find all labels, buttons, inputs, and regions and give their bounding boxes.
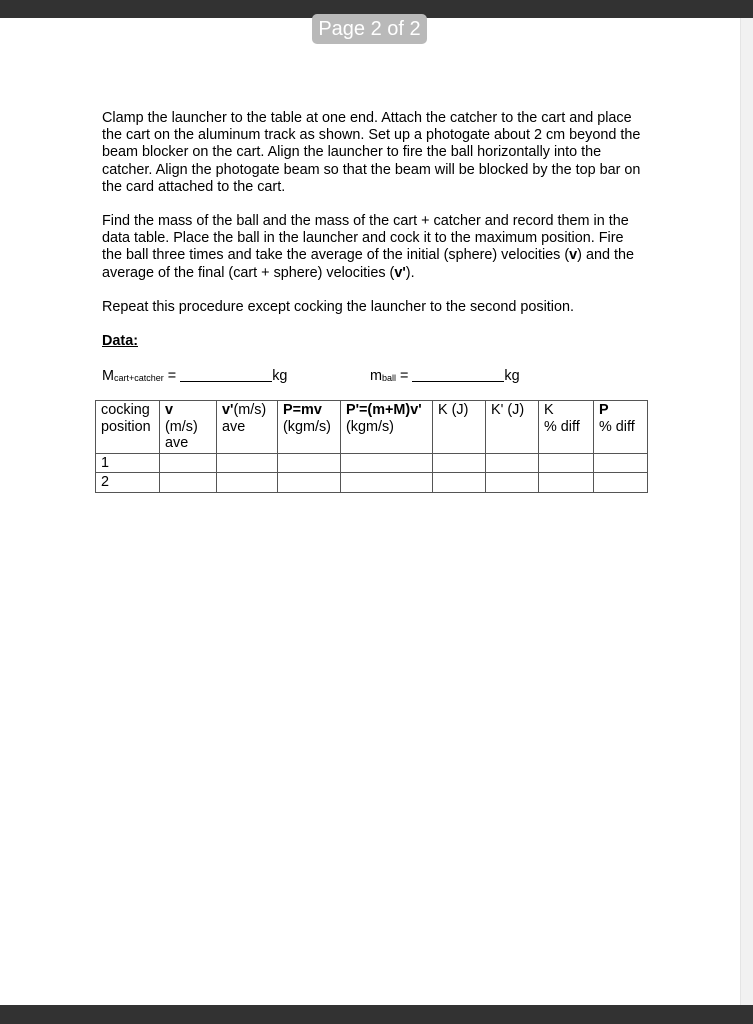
mass-fields — [102, 367, 647, 389]
symbol-v-prime: v' — [394, 264, 406, 281]
mass-cart-field: $M_{cart+catcher}$ = kg — [102, 368, 288, 385]
header-p-prime: P'=(m+M)v' (kgm/s) — [341, 401, 433, 454]
header-k-prime: K' (J) — [486, 401, 539, 454]
table-cell[interactable] — [160, 453, 217, 473]
paragraph-setup: Clamp the launcher to the table at one end. Attach the catcher to the cart and place the cart on the aluminum track as shown. Set up a photogate about 2 cm beyond the beam blocker on the cart. Align the launcher to fire the ball horizontally into the catcher. Align the photogate beam so that the beam will be blocked by the top bar on the card attached to the cart. — [102, 110, 641, 195]
table-cell[interactable] — [486, 453, 539, 473]
table-cell[interactable] — [433, 473, 486, 493]
mass-ball-blank[interactable] — [412, 367, 504, 382]
table-cell[interactable] — [486, 473, 539, 493]
table-cell[interactable] — [594, 473, 648, 493]
table-cell[interactable] — [539, 453, 594, 473]
paragraph-procedure: Find the mass of the ball and the mass of the cart + catcher and record them in the data table. Place the ball in the launcher and cock it to the maximum position. Fire the ball three times and take the average of the initial (sphere) velocities (v) and the average of the final (cart + sphere) velocities (v'). — [102, 213, 634, 281]
page-indicator: Page 2 of 2 — [312, 14, 427, 44]
header-v: v (m/s) ave — [160, 401, 217, 454]
table-row — [96, 473, 648, 493]
header-k-diff: K % diff — [539, 401, 594, 454]
mass-cart-blank[interactable] — [180, 367, 272, 382]
data-heading: Data: — [102, 333, 138, 350]
table-cell[interactable] — [278, 453, 341, 473]
row-label: 2 — [96, 473, 160, 493]
header-cocking-position: cocking position — [96, 401, 160, 454]
table-cell[interactable] — [341, 453, 433, 473]
paragraph-repeat: Repeat this procedure except cocking the launcher to the second position. — [102, 298, 574, 315]
table-cell[interactable] — [433, 453, 486, 473]
table-cell[interactable] — [217, 453, 278, 473]
row-label: 1 — [96, 453, 160, 473]
header-k: K (J) — [433, 401, 486, 454]
mass-ball-field: $m_{ball}$ = kg — [370, 368, 520, 385]
table-cell[interactable] — [539, 473, 594, 493]
table-cell[interactable] — [160, 473, 217, 493]
table-header-row — [96, 401, 648, 454]
data-table — [95, 400, 648, 493]
scrollbar[interactable] — [740, 18, 753, 1005]
table-cell[interactable] — [594, 453, 648, 473]
table-row — [96, 453, 648, 473]
document-body — [102, 110, 647, 389]
header-v-prime: v'(m/s) ave — [217, 401, 278, 454]
table-cell[interactable] — [217, 473, 278, 493]
table-cell[interactable] — [341, 473, 433, 493]
header-p-diff: P % diff — [594, 401, 648, 454]
table-cell[interactable] — [278, 473, 341, 493]
header-p: P=mv (kgm/s) — [278, 401, 341, 454]
symbol-v: v — [569, 247, 578, 264]
